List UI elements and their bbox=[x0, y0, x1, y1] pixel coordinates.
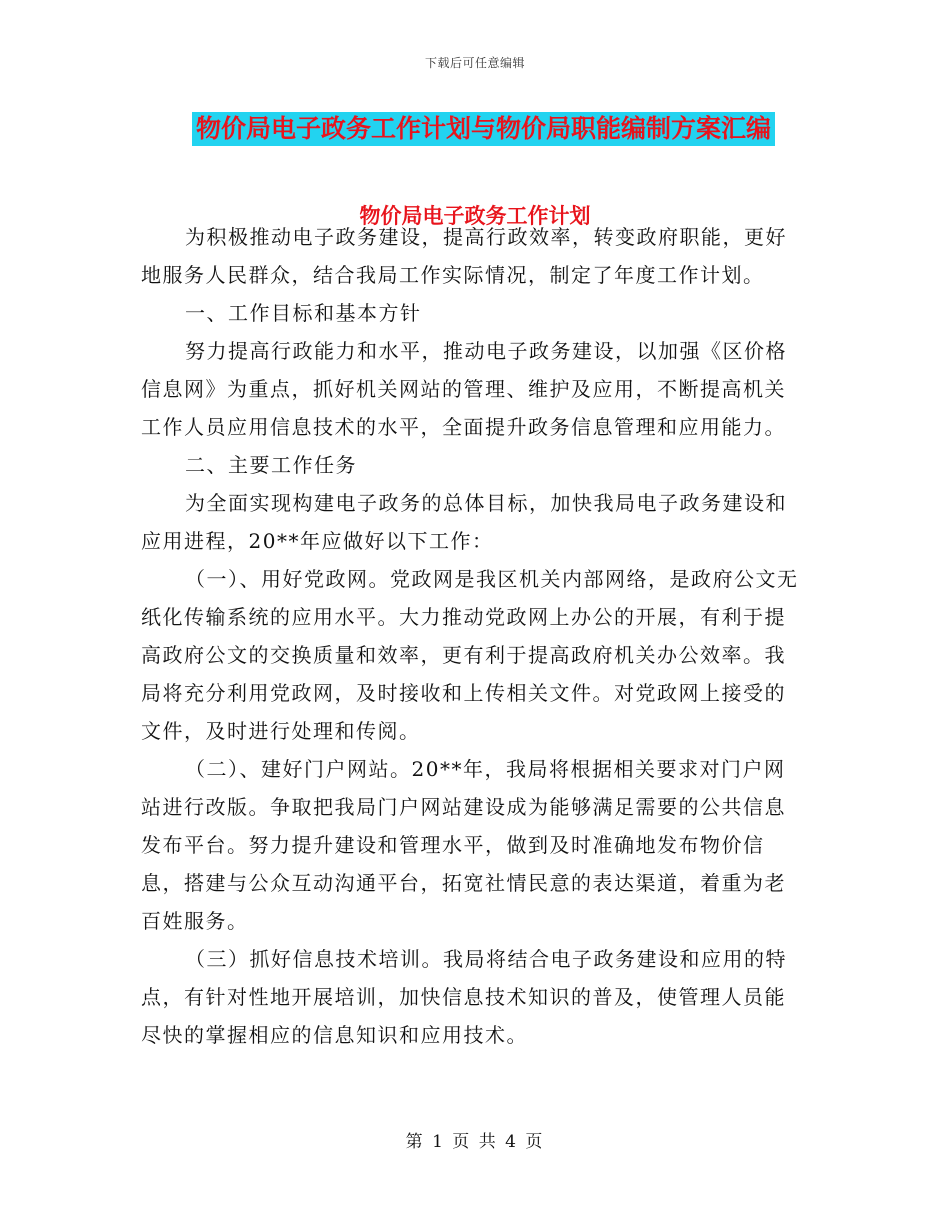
header-note: 下载后可任意编辑 bbox=[424, 56, 525, 70]
page-footer: 第 1 页 共 4 页 bbox=[405, 1132, 545, 1152]
document-body bbox=[141, 218, 801, 1054]
heading-tasks: 二、主要工作任务 bbox=[185, 453, 357, 477]
section-title: 物价局电子政务工作计划 bbox=[359, 203, 591, 228]
paragraph-task-3: （三）抓好信息技术培训。我局将结合电子政务建设和应用的特点，有针对性地开展培训，加快信息技术知识的普及，使管理人员能尽快的掌握相应的信息知识和应用技术。 bbox=[141, 947, 787, 1047]
paragraph-goals: 努力提高行政能力和水平，推动电子政务建设，以加强《区价格信息网》为重点，抓好机关网站的管理、维护及应用，不断提高机关工作人员应用信息技术的水平，全面提升政务信息管理和应用能力。 bbox=[141, 339, 787, 439]
document-main-title: 物价局电子政务工作计划与物价局职能编制方案汇编 bbox=[192, 112, 775, 146]
heading-goals: 一、工作目标和基本方针 bbox=[185, 301, 422, 325]
paragraph-task-2: （二）、建好门户网站。20**年，我局将根据相关要求对门户网站进行改版。争取把我局门户网站建设成为能够满足需要的公共信息发布平台。努力提升建设和管理水平，做到及时准确地发布物价信息，搭建与公众互动沟通平台，拓宽社情民意的表达渠道，着重为老百姓服务。 bbox=[141, 757, 786, 933]
paragraph-task-1: （一）、用好党政网。党政网是我区机关内部网络，是政府公文无纸化传输系统的应用水平。大力推动党政网上办公的开展，有利于提高政府公文的交换质量和效率，更有利于提高政府机关办公效率。我局将充分利用党政网，及时接收和上传相关文件。对党政网上接受的文件，及时进行处理和传阅。 bbox=[141, 567, 799, 743]
paragraph-intro: 为积极推动电子政务建设，提高行政效率，转变政府职能，更好地服务人民群众，结合我局工作实际情况，制定了年度工作计划。 bbox=[141, 225, 787, 287]
paragraph-tasks-intro: 为全面实现构建电子政务的总体目标，加快我局电子政务建设和应用进程，20**年应做好以下工作： bbox=[141, 491, 787, 553]
